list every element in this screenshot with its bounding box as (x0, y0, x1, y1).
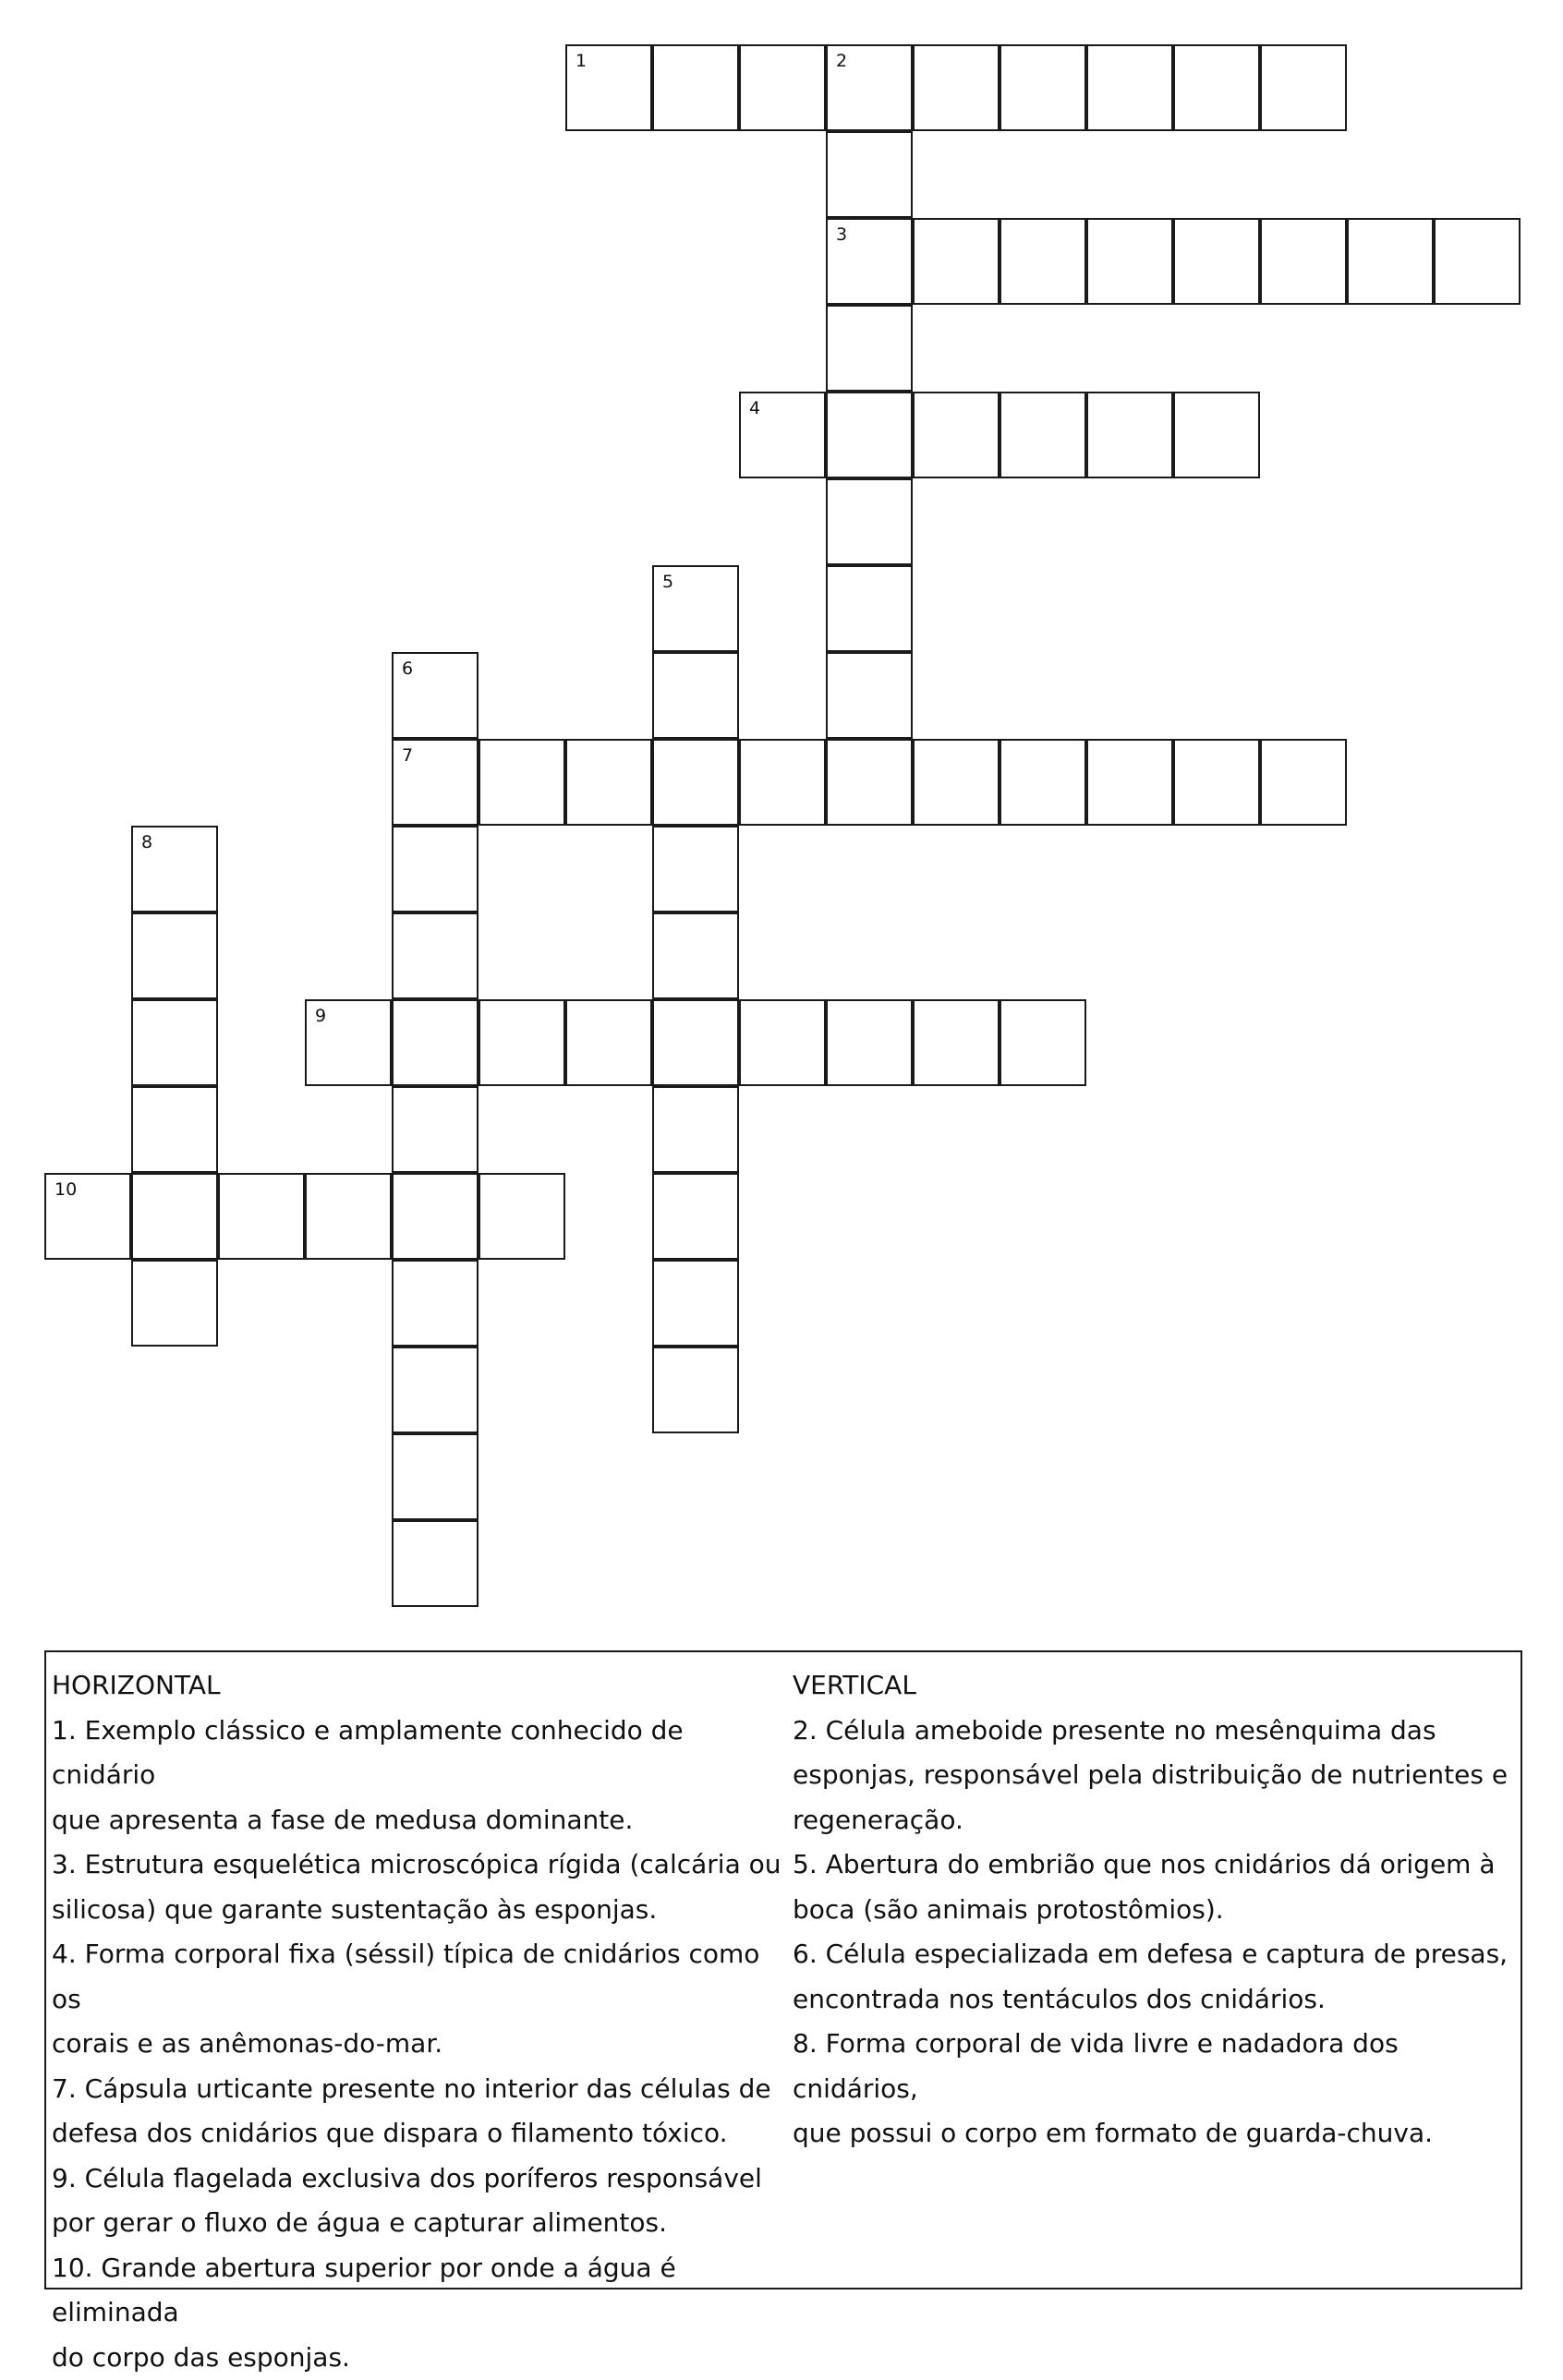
crossword-cell[interactable] (565, 739, 652, 826)
clue-down-5: 5. Abertura do embrião que nos cnidários dá origem à boca (são animais protostômios). (793, 1842, 1513, 1932)
crossword-cell[interactable] (305, 1173, 392, 1260)
crossword-cell[interactable] (826, 478, 913, 565)
clue-down-6: 6. Célula especializada em defesa e captura de presas, encontrada nos tentáculos dos cnidários. (793, 1932, 1513, 2022)
crossword-cell[interactable] (1000, 218, 1086, 305)
clue-number-1: 1 (576, 53, 587, 70)
crossword-cell[interactable] (826, 739, 913, 826)
crossword-cell[interactable] (652, 565, 739, 652)
crossword-cell[interactable] (392, 652, 479, 739)
clue-across-10: 10. Grande abertura superior por onde a água é eliminada do corpo das esponjas. (52, 2246, 791, 2380)
crossword-cell[interactable] (652, 999, 739, 1086)
clue-number-4: 4 (749, 400, 760, 417)
clue-number-2: 2 (836, 53, 847, 70)
crossword-cell[interactable] (565, 999, 652, 1086)
crossword-cell[interactable] (652, 44, 739, 131)
crossword-cell[interactable] (218, 1173, 305, 1260)
crossword-cell[interactable] (131, 1086, 218, 1173)
crossword-cell[interactable] (739, 739, 826, 826)
horizontal-heading: HORIZONTAL (52, 1663, 791, 1709)
crossword-cell[interactable] (1000, 44, 1086, 131)
horizontal-clues-column (52, 1663, 791, 2380)
crossword-cell[interactable] (131, 1260, 218, 1347)
crossword-cell[interactable] (913, 739, 1000, 826)
crossword-cell[interactable] (392, 912, 479, 999)
crossword-cell[interactable] (392, 999, 479, 1086)
crossword-cell[interactable] (392, 826, 479, 912)
crossword-cell[interactable] (913, 44, 1000, 131)
clue-number-6: 6 (402, 660, 413, 678)
crossword-cell[interactable] (826, 44, 913, 131)
crossword-cell[interactable] (1086, 44, 1173, 131)
crossword-cell[interactable] (826, 565, 913, 652)
clue-down-2: 2. Célula ameboide presente no mesênquima das esponjas, responsável pela distribuição de nutrientes e regeneração. (793, 1709, 1513, 1843)
crossword-cell[interactable] (652, 652, 739, 739)
crossword-cell[interactable] (1173, 44, 1260, 131)
crossword-cell[interactable] (826, 999, 913, 1086)
crossword-cell[interactable] (392, 1347, 479, 1433)
crossword-cell[interactable] (1347, 218, 1434, 305)
crossword-cell[interactable] (826, 652, 913, 739)
crossword-cell[interactable] (1173, 739, 1260, 826)
crossword-cell[interactable] (479, 999, 565, 1086)
crossword-cell[interactable] (1086, 392, 1173, 478)
crossword-cell[interactable] (392, 739, 479, 826)
crossword-cell[interactable] (826, 218, 913, 305)
crossword-cell[interactable] (565, 44, 652, 131)
vertical-clues-column (793, 1663, 1513, 2156)
clue-across-1: 1. Exemplo clássico e amplamente conhecido de cnidário que apresenta a fase de medusa dominante. (52, 1709, 791, 1843)
crossword-cell[interactable] (826, 392, 913, 478)
crossword-cell[interactable] (131, 1173, 218, 1260)
crossword-cell[interactable] (1173, 218, 1260, 305)
clue-across-3: 3. Estrutura esquelética microscópica rígida (calcária ou silicosa) que garante sustentação às esponjas. (52, 1842, 791, 1932)
crossword-cell[interactable] (652, 1173, 739, 1260)
crossword-cell[interactable] (479, 1173, 565, 1260)
clue-number-10: 10 (55, 1181, 77, 1199)
crossword-cell[interactable] (1434, 218, 1521, 305)
clue-across-4: 4. Forma corporal fixa (séssil) típica de cnidários como os corais e as anêmonas-do-mar. (52, 1932, 791, 2067)
crossword-cell[interactable] (913, 218, 1000, 305)
crossword-cell[interactable] (913, 999, 1000, 1086)
crossword-cell[interactable] (392, 1520, 479, 1607)
clue-down-8: 8. Forma corporal de vida livre e nadadora dos cnidários, que possui o corpo em formato de guarda-chuva. (793, 2022, 1513, 2156)
crossword-cell[interactable] (392, 1173, 479, 1260)
crossword-cell[interactable] (826, 305, 913, 392)
clues-box (44, 1650, 1522, 2289)
crossword-cell[interactable] (1000, 999, 1086, 1086)
crossword-cell[interactable] (739, 999, 826, 1086)
crossword-cell[interactable] (826, 131, 913, 218)
crossword-cell[interactable] (739, 44, 826, 131)
crossword-cell[interactable] (1086, 218, 1173, 305)
crossword-cell[interactable] (1086, 739, 1173, 826)
clue-across-7: 7. Cápsula urticante presente no interior das células de defesa dos cnidários que dispara o filamento tóxico. (52, 2067, 791, 2156)
crossword-cell[interactable] (652, 912, 739, 999)
crossword-cell[interactable] (131, 912, 218, 999)
crossword-cell[interactable] (131, 999, 218, 1086)
crossword-cell[interactable] (44, 1173, 131, 1260)
crossword-cell[interactable] (1260, 218, 1347, 305)
clue-number-3: 3 (836, 226, 847, 244)
crossword-cell[interactable] (652, 1260, 739, 1347)
crossword-cell[interactable] (392, 1260, 479, 1347)
crossword-cell[interactable] (479, 739, 565, 826)
crossword-cell[interactable] (392, 1086, 479, 1173)
crossword-cell[interactable] (1260, 44, 1347, 131)
clue-number-7: 7 (402, 747, 413, 765)
crossword-cell[interactable] (652, 739, 739, 826)
crossword-cell[interactable] (1000, 392, 1086, 478)
crossword-cell[interactable] (1173, 392, 1260, 478)
crossword-cell[interactable] (652, 1347, 739, 1433)
clue-across-9: 9. Célula flagelada exclusiva dos poríferos responsável por gerar o fluxo de água e capturar alimentos. (52, 2156, 791, 2246)
crossword-cell[interactable] (305, 999, 392, 1086)
crossword-cell[interactable] (913, 392, 1000, 478)
crossword-cell[interactable] (392, 1433, 479, 1520)
crossword-cell[interactable] (652, 1086, 739, 1173)
crossword-cell[interactable] (652, 826, 739, 912)
clue-number-8: 8 (141, 834, 152, 852)
crossword-cell[interactable] (1260, 739, 1347, 826)
clue-number-5: 5 (662, 574, 673, 591)
vertical-heading: VERTICAL (793, 1663, 1513, 1709)
crossword-cell[interactable] (1000, 739, 1086, 826)
crossword-cell[interactable] (131, 826, 218, 912)
clue-number-9: 9 (315, 1008, 326, 1025)
crossword-cell[interactable] (739, 392, 826, 478)
